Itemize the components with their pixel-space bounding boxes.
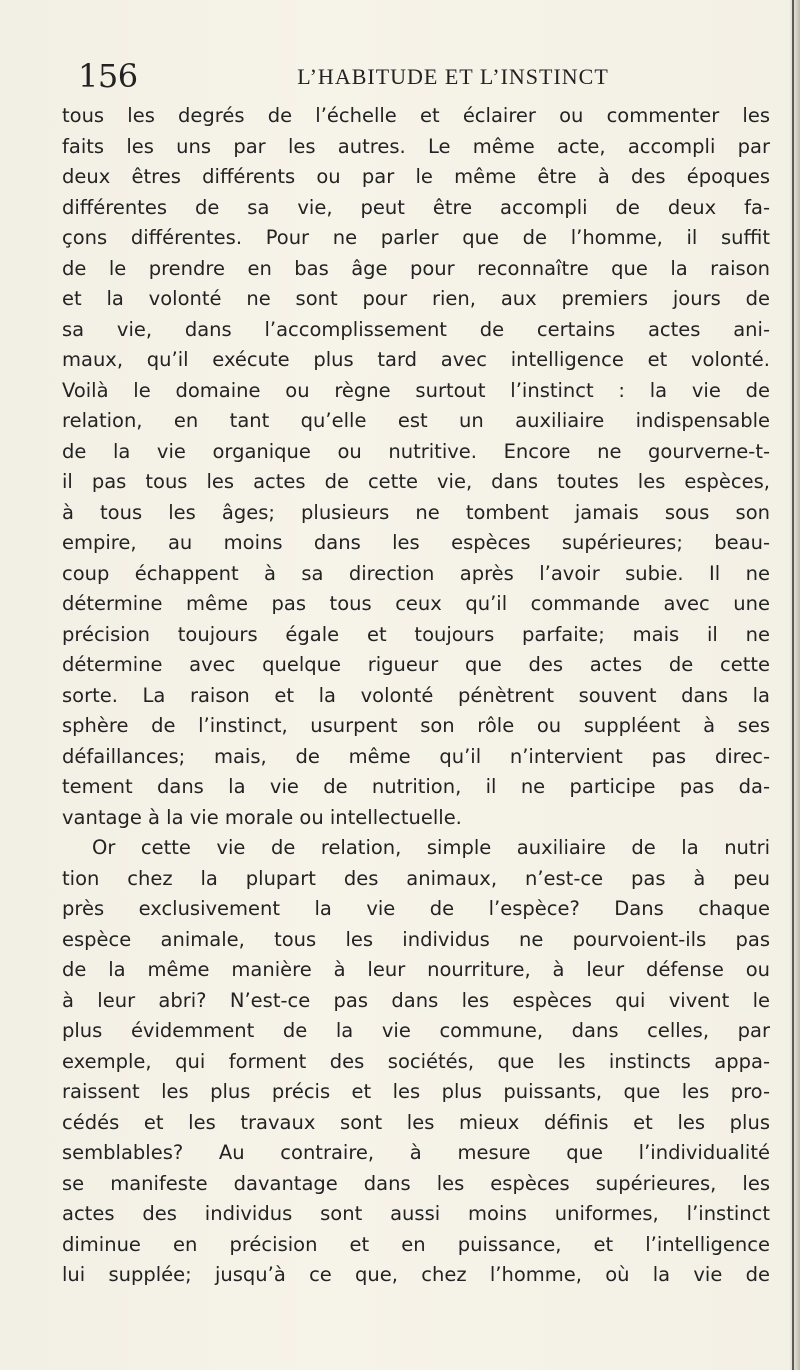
text-line: détermine même pas tous ceux qu’il commande avec une — [62, 592, 770, 615]
text-line: semblables? Au contraire, à mesure que l’individualité — [62, 1141, 770, 1164]
text-line: de la vie organique ou nutritive. Encore ne gourverne-t- — [62, 439, 770, 463]
text-line: à tous les âges; plusieurs ne tombent jamais sous son — [62, 500, 770, 524]
text-line: raissent les plus précis et les plus puissants, que les pro- — [62, 1080, 770, 1103]
text-line: vantage à la vie morale ou intellectuelle. — [62, 805, 462, 829]
text-line: différentes de sa vie, peut être accompli de deux fa- — [62, 195, 770, 219]
text-line: et la volonté ne sont pour rien, aux premiers jours de — [62, 287, 770, 310]
text-line: sa vie, dans l’accomplissement de certains actes ani- — [62, 317, 770, 341]
text-line: il pas tous les actes de cette vie, dans toutes les espèces, — [62, 470, 770, 493]
text-line: faits les uns par les autres. Le même acte, accompli par — [62, 134, 770, 158]
text-line: diminue en précision et en puissance, et l’intelligence — [62, 1232, 770, 1256]
page-edge-line — [792, 0, 794, 1370]
text-line: tous les degrés de l’échelle et éclairer ou commenter les — [62, 104, 770, 127]
text-line: tement dans la vie de nutrition, il ne participe pas da- — [62, 775, 770, 798]
text-line: de le prendre en bas âge pour reconnaître que la raison — [62, 256, 770, 280]
text-line: cédés et les travaux sont les mieux définis et les plus — [62, 1110, 770, 1134]
text-line: exemple, qui forment des sociétés, que les instincts appa- — [62, 1049, 770, 1073]
text-line: deux êtres différents ou par le même être à des époques — [62, 165, 770, 188]
text-line: près exclusivement la vie de l’espèce? Dans chaque — [62, 897, 770, 920]
text-line: coup échappent à sa direction après l’avoir subie. Il ne — [62, 561, 770, 585]
text-line: lui supplée; jusqu’à ce que, chez l’homme, où la vie de — [62, 1263, 770, 1286]
text-line: détermine avec quelque rigueur que des actes de cette — [62, 653, 770, 676]
text-line: sorte. La raison et la volonté pénètrent souvent dans la — [62, 683, 770, 707]
text-line: actes des individus sont aussi moins uniformes, l’instinct — [62, 1202, 770, 1225]
text-line: sphère de l’instinct, usurpent son rôle ou suppléent à ses — [62, 714, 770, 737]
text-line: maux, qu’il exécute plus tard avec intelligence et volonté. — [62, 348, 770, 371]
text-line: çons différentes. Pour ne parler que de l’homme, il suffit — [62, 226, 770, 249]
text-line: se manifeste davantage dans les espèces supérieures, les — [62, 1171, 770, 1195]
text-line: précision toujours égale et toujours parfaite; mais il ne — [62, 622, 770, 646]
text-line: empire, au moins dans les espèces supérieures; beau- — [62, 531, 770, 554]
text-line: plus évidemment de la vie commune, dans celles, par — [62, 1019, 770, 1042]
page-header — [78, 58, 768, 98]
text-line: à leur abri? N’est-ce pas dans les espèces qui vivent le — [62, 988, 770, 1012]
text-line: défaillances; mais, de même qu’il n’intervient pas direc- — [62, 744, 770, 768]
page-number: 156 — [78, 57, 138, 95]
text-line: relation, en tant qu’elle est un auxiliaire indispensable — [62, 409, 770, 432]
text-line: de la même manière à leur nourriture, à leur défense ou — [62, 958, 770, 981]
paragraph-first-line: Or cette vie de relation, simple auxiliaire de la nutri — [92, 836, 770, 859]
text-line: espèce animale, tous les individus ne pourvoient-ils pas — [62, 927, 770, 951]
body-text — [62, 101, 770, 1291]
text-line: tion chez la plupart des animaux, n’est-ce pas à peu — [62, 866, 770, 890]
text-line: Voilà le domaine ou règne surtout l’instinct : la vie de — [62, 378, 770, 402]
running-head: L’HABITUDE ET L’INSTINCT — [297, 64, 609, 89]
